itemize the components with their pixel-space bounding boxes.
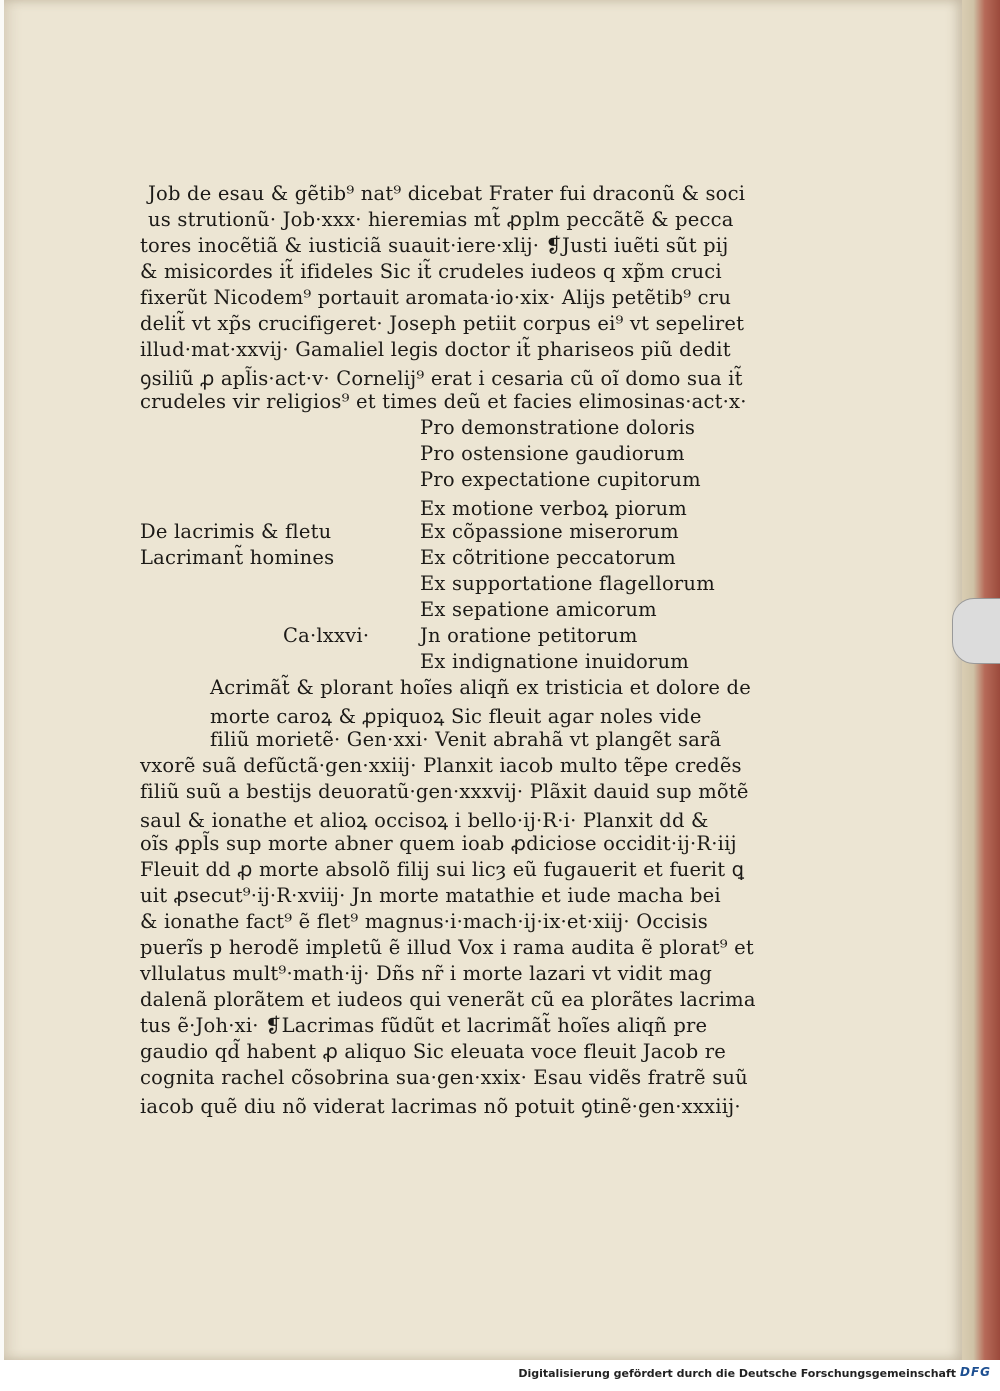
text-line: dalenã plorãtem et iudeos qui venerãt cũ ea plorãtes lacrima xyxy=(140,988,756,1011)
text-line: vllulatus mult⁹·math·ij· Dñs nr̃ i morte lazari vt vidit mag xyxy=(140,962,713,985)
text-line: illud·mat·xxvij· Gamaliel legis doctor it̃ phariseos piũ dedit xyxy=(140,338,731,361)
text-line: cognita rachel cõsobrina sua·gen·xxix· Esau vidẽs fratrẽ suũ xyxy=(140,1066,748,1089)
text-line: & ionathe fact⁹ ẽ flet⁹ magnus·i·mach·ij·ix·et·xiij· Occisis xyxy=(140,910,708,933)
text-line: vxorẽ suã defũctã·gen·xxiij· Planxit iacob multo tẽpe credẽs xyxy=(140,754,742,777)
text-line: Pro expectatione cupitorum xyxy=(420,468,701,491)
text-line: Ex indignatione inuidorum xyxy=(420,650,689,673)
text-line: iacob quẽ diu nõ viderat lacrimas nõ potuit ꝯtinẽ·gen·xxxiij· xyxy=(140,1095,741,1118)
text-line: Ex motione verboꝝ piorum xyxy=(420,497,687,520)
text-line: fixerũt Nicodem⁹ portauit aromata·io·xix· Alijs petẽtib⁹ cru xyxy=(140,286,732,309)
text-line: crudeles vir religios⁹ et times deũ et facies elimosinas·act·x· xyxy=(140,390,747,413)
text-line: oĩs ꝓpl̃s sup morte abner quem ioab ꝓdiciose occidit·ij·R·iij xyxy=(140,832,737,855)
text-line: Acrimãt̃ & plorant hoĩes aliqñ ex tristicia et dolore de xyxy=(210,676,751,699)
footer-text: Digitalisierung gefördert durch die Deutsche Forschungsgemeinschaft xyxy=(518,1367,956,1380)
page-tab xyxy=(952,598,1000,664)
text-line: saul & ionathe et alioꝝ occisoꝝ i bello·ij·R·i· Planxit dd & xyxy=(140,809,709,832)
text-line: Ex supportatione flagellorum xyxy=(420,572,715,595)
text-line: Fleuit dd ꝓ morte absolõ filij sui licȝ eũ fugauerit et fuerit ꝗ xyxy=(140,858,745,881)
text-line: uit ꝓsecut⁹·ij·R·xviij· Jn morte matathie et iude macha bei xyxy=(140,884,721,907)
text-line: Job de esau & gẽtib⁹ nat⁹ dicebat Frater fui draconũ & soci xyxy=(148,182,746,205)
text-line: tores inocẽtiã & iusticiã suauit·iere·xlij· ❡Justi iuẽti sũt pij xyxy=(140,234,729,257)
text-line: Ex cõtritione peccatorum xyxy=(420,546,676,569)
text-line: filiũ morietẽ· Gen·xxi· Venit abrahã vt plangẽt sarã xyxy=(210,728,722,751)
text-line: tus ẽ·Joh·xi· ❡Lacrimas fũdũt et lacrimãt̃ hoĩes aliqñ pre xyxy=(140,1014,708,1037)
text-line: filiũ suũ a bestijs deuoratũ·gen·xxxvij· Plãxit dauid sup mõtẽ xyxy=(140,780,749,803)
text-line: us strutionũ· Job·xxx· hieremias mt̃ ꝓplm peccãtẽ & pecca xyxy=(148,208,734,231)
footer-bar xyxy=(0,1360,1000,1391)
text-line: puerĩs p herodẽ impletũ ẽ illud Vox i rama audita ẽ plorat⁹ et xyxy=(140,936,754,959)
text-line: Ex sepatione amicorum xyxy=(420,598,657,621)
dfg-logo-icon: DFG xyxy=(960,1365,992,1379)
book-edge xyxy=(962,0,1000,1360)
text-line: Lacrimant̃ homines xyxy=(140,546,335,569)
text-line: Pro demonstratione doloris xyxy=(420,416,696,439)
text-line: Ca·lxxvi· xyxy=(283,624,370,647)
text-line: Pro ostensione gaudiorum xyxy=(420,442,685,465)
text-line: & misicordes it̃ ifideles Sic it̃ crudeles iudeos q xp̃m cruci xyxy=(140,260,722,283)
text-line: morte caroꝝ & ꝓpiquoꝝ Sic fleuit agar noles vide xyxy=(210,705,702,728)
text-line: Ex cõpassione miserorum xyxy=(420,520,679,543)
text-line: Jn oratione petitorum xyxy=(420,624,638,647)
text-line: De lacrimis & fletu xyxy=(140,520,332,543)
text-line: delit̃ vt xp̃s crucifigeret· Joseph petiit corpus ei⁹ vt sepeliret xyxy=(140,312,745,335)
text-line: gaudio qd̃ habent ꝓ aliquo Sic eleuata voce fleuit Jacob re xyxy=(140,1040,727,1063)
text-line: ꝯsiliũ ꝓ apl̃is·act·v· Cornelij⁹ erat i cesaria cũ oĩ domo sua it̃ xyxy=(140,367,743,390)
